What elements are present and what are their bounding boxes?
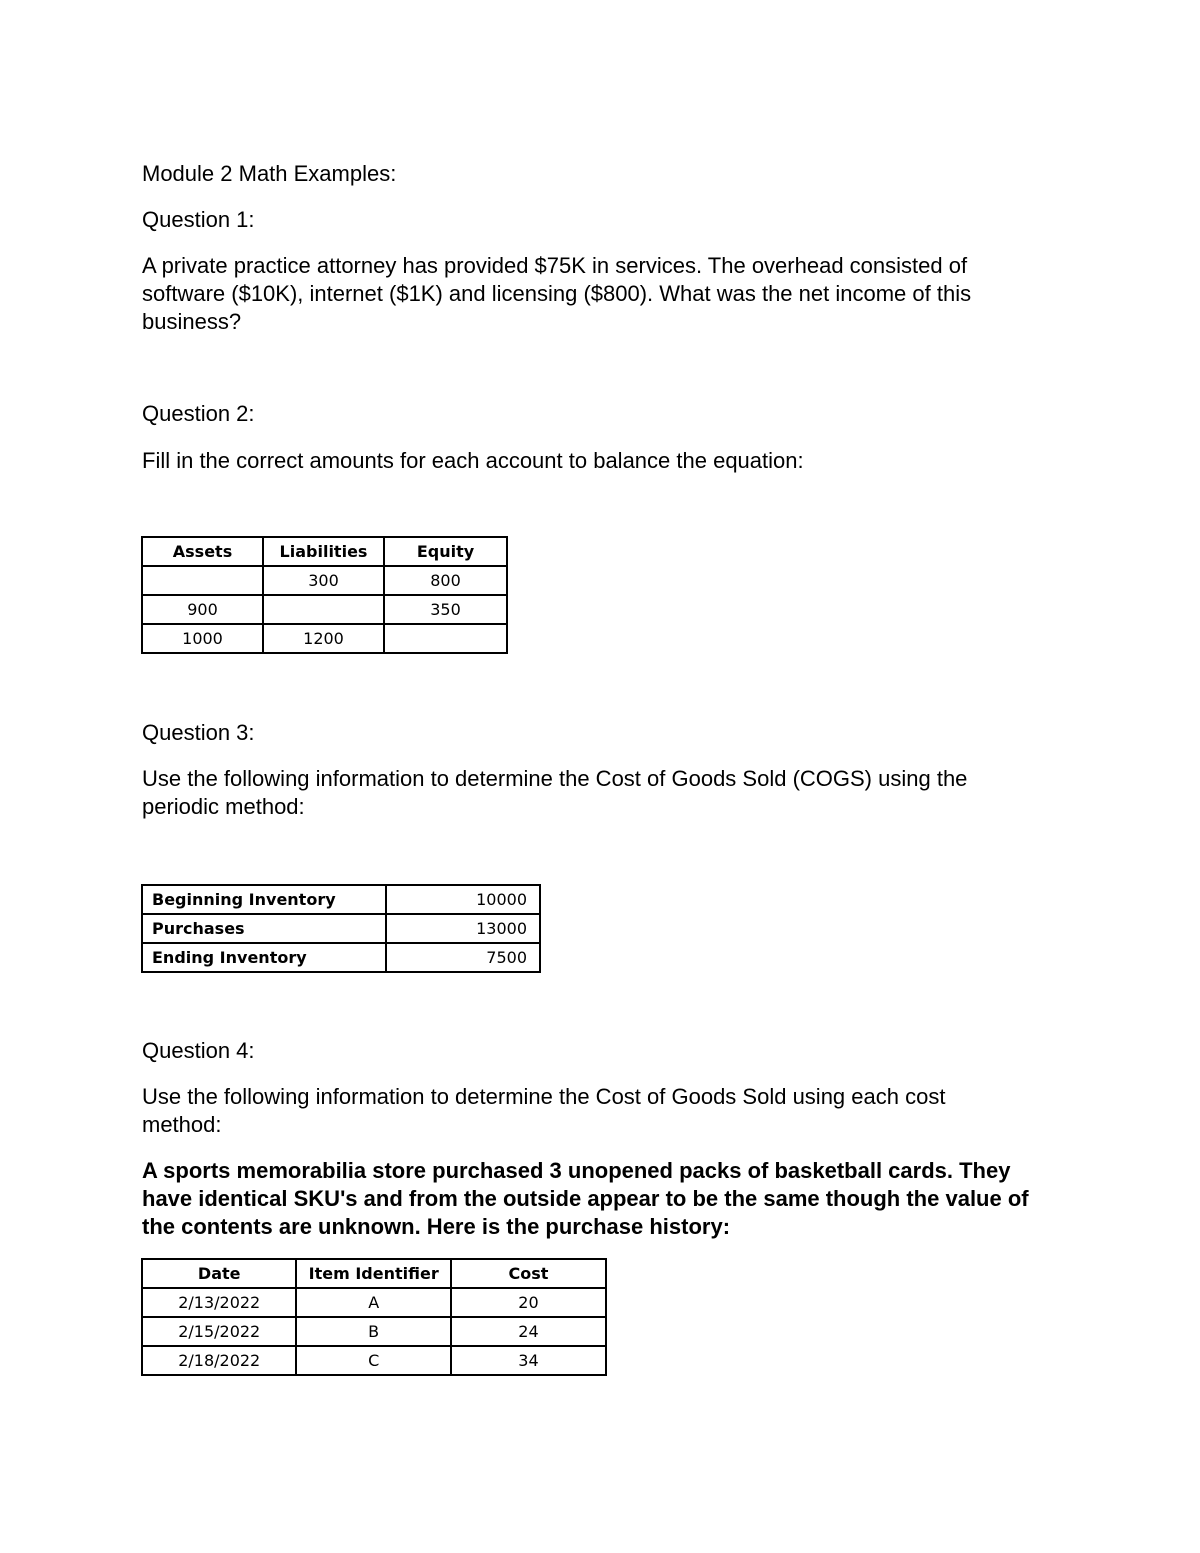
table-cell	[384, 624, 507, 653]
table-header-row	[142, 1259, 606, 1288]
table-cell: 300	[263, 566, 384, 595]
table-cell: 2/13/2022	[142, 1288, 296, 1317]
table-label-cell: Ending Inventory	[142, 943, 386, 972]
table-value-cell: 10000	[386, 885, 540, 914]
table-cell: 350	[384, 595, 507, 624]
question-4-text-line: method:	[142, 1112, 222, 1137]
question-4-scenario-line: the contents are unknown. Here is the purchase history:	[142, 1214, 731, 1239]
table-header-cell: Assets	[142, 537, 263, 566]
table-cell: 2/15/2022	[142, 1317, 296, 1346]
table-row	[142, 566, 507, 595]
table-cell: C	[296, 1346, 450, 1375]
table-cell: A	[296, 1288, 450, 1317]
question-1-text-line: business?	[142, 309, 242, 334]
question-4-scenario-line: A sports memorabilia store purchased 3 unopened packs of basketball cards. They	[142, 1158, 1011, 1183]
table-row	[142, 624, 507, 653]
question-3-text-line: Use the following information to determine the Cost of Goods Sold (COGS) using the	[142, 766, 968, 791]
table-cell: 800	[384, 566, 507, 595]
question-4-heading: Question 4:	[142, 1038, 255, 1063]
table-row	[142, 1346, 606, 1375]
table-row	[142, 914, 540, 943]
table-row	[142, 595, 507, 624]
table-value-cell: 13000	[386, 914, 540, 943]
question-4-text-line: Use the following information to determine the Cost of Goods Sold using each cost	[142, 1084, 946, 1109]
question-2-text: Fill in the correct amounts for each account to balance the equation:	[142, 448, 804, 473]
accounting-equation-table	[141, 536, 508, 654]
table-cell: 34	[451, 1346, 606, 1375]
table-cell: 1000	[142, 624, 263, 653]
question-1-text-line: software ($10K), internet ($1K) and licensing ($800). What was the net income of this	[142, 281, 972, 306]
question-4-scenario-line: have identical SKU's and from the outside appear to be the same though the value of	[142, 1186, 1029, 1211]
table-header-cell: Liabilities	[263, 537, 384, 566]
table-header-cell: Item Identifier	[296, 1259, 450, 1288]
table-header-cell: Date	[142, 1259, 296, 1288]
table-cell: 2/18/2022	[142, 1346, 296, 1375]
question-2-heading: Question 2:	[142, 401, 255, 426]
table-row	[142, 943, 540, 972]
table-row	[142, 885, 540, 914]
question-3-text-line: periodic method:	[142, 794, 305, 819]
page-title: Module 2 Math Examples:	[142, 161, 397, 186]
table-label-cell: Purchases	[142, 914, 386, 943]
table-cell: 24	[451, 1317, 606, 1346]
table-label-cell: Beginning Inventory	[142, 885, 386, 914]
question-1-heading: Question 1:	[142, 207, 255, 232]
table-cell: 20	[451, 1288, 606, 1317]
table-cell: 900	[142, 595, 263, 624]
table-cell	[142, 566, 263, 595]
table-cell	[263, 595, 384, 624]
question-1-text-line: A private practice attorney has provided $75K in services. The overhead consisted of	[142, 253, 968, 278]
table-header-cell: Equity	[384, 537, 507, 566]
purchase-history-table	[141, 1258, 607, 1376]
table-header-cell: Cost	[451, 1259, 606, 1288]
table-row	[142, 1288, 606, 1317]
table-cell: 1200	[263, 624, 384, 653]
inventory-table	[141, 884, 541, 973]
table-value-cell: 7500	[386, 943, 540, 972]
question-3-heading: Question 3:	[142, 720, 255, 745]
table-row	[142, 1317, 606, 1346]
table-cell: B	[296, 1317, 450, 1346]
table-header-row	[142, 537, 507, 566]
